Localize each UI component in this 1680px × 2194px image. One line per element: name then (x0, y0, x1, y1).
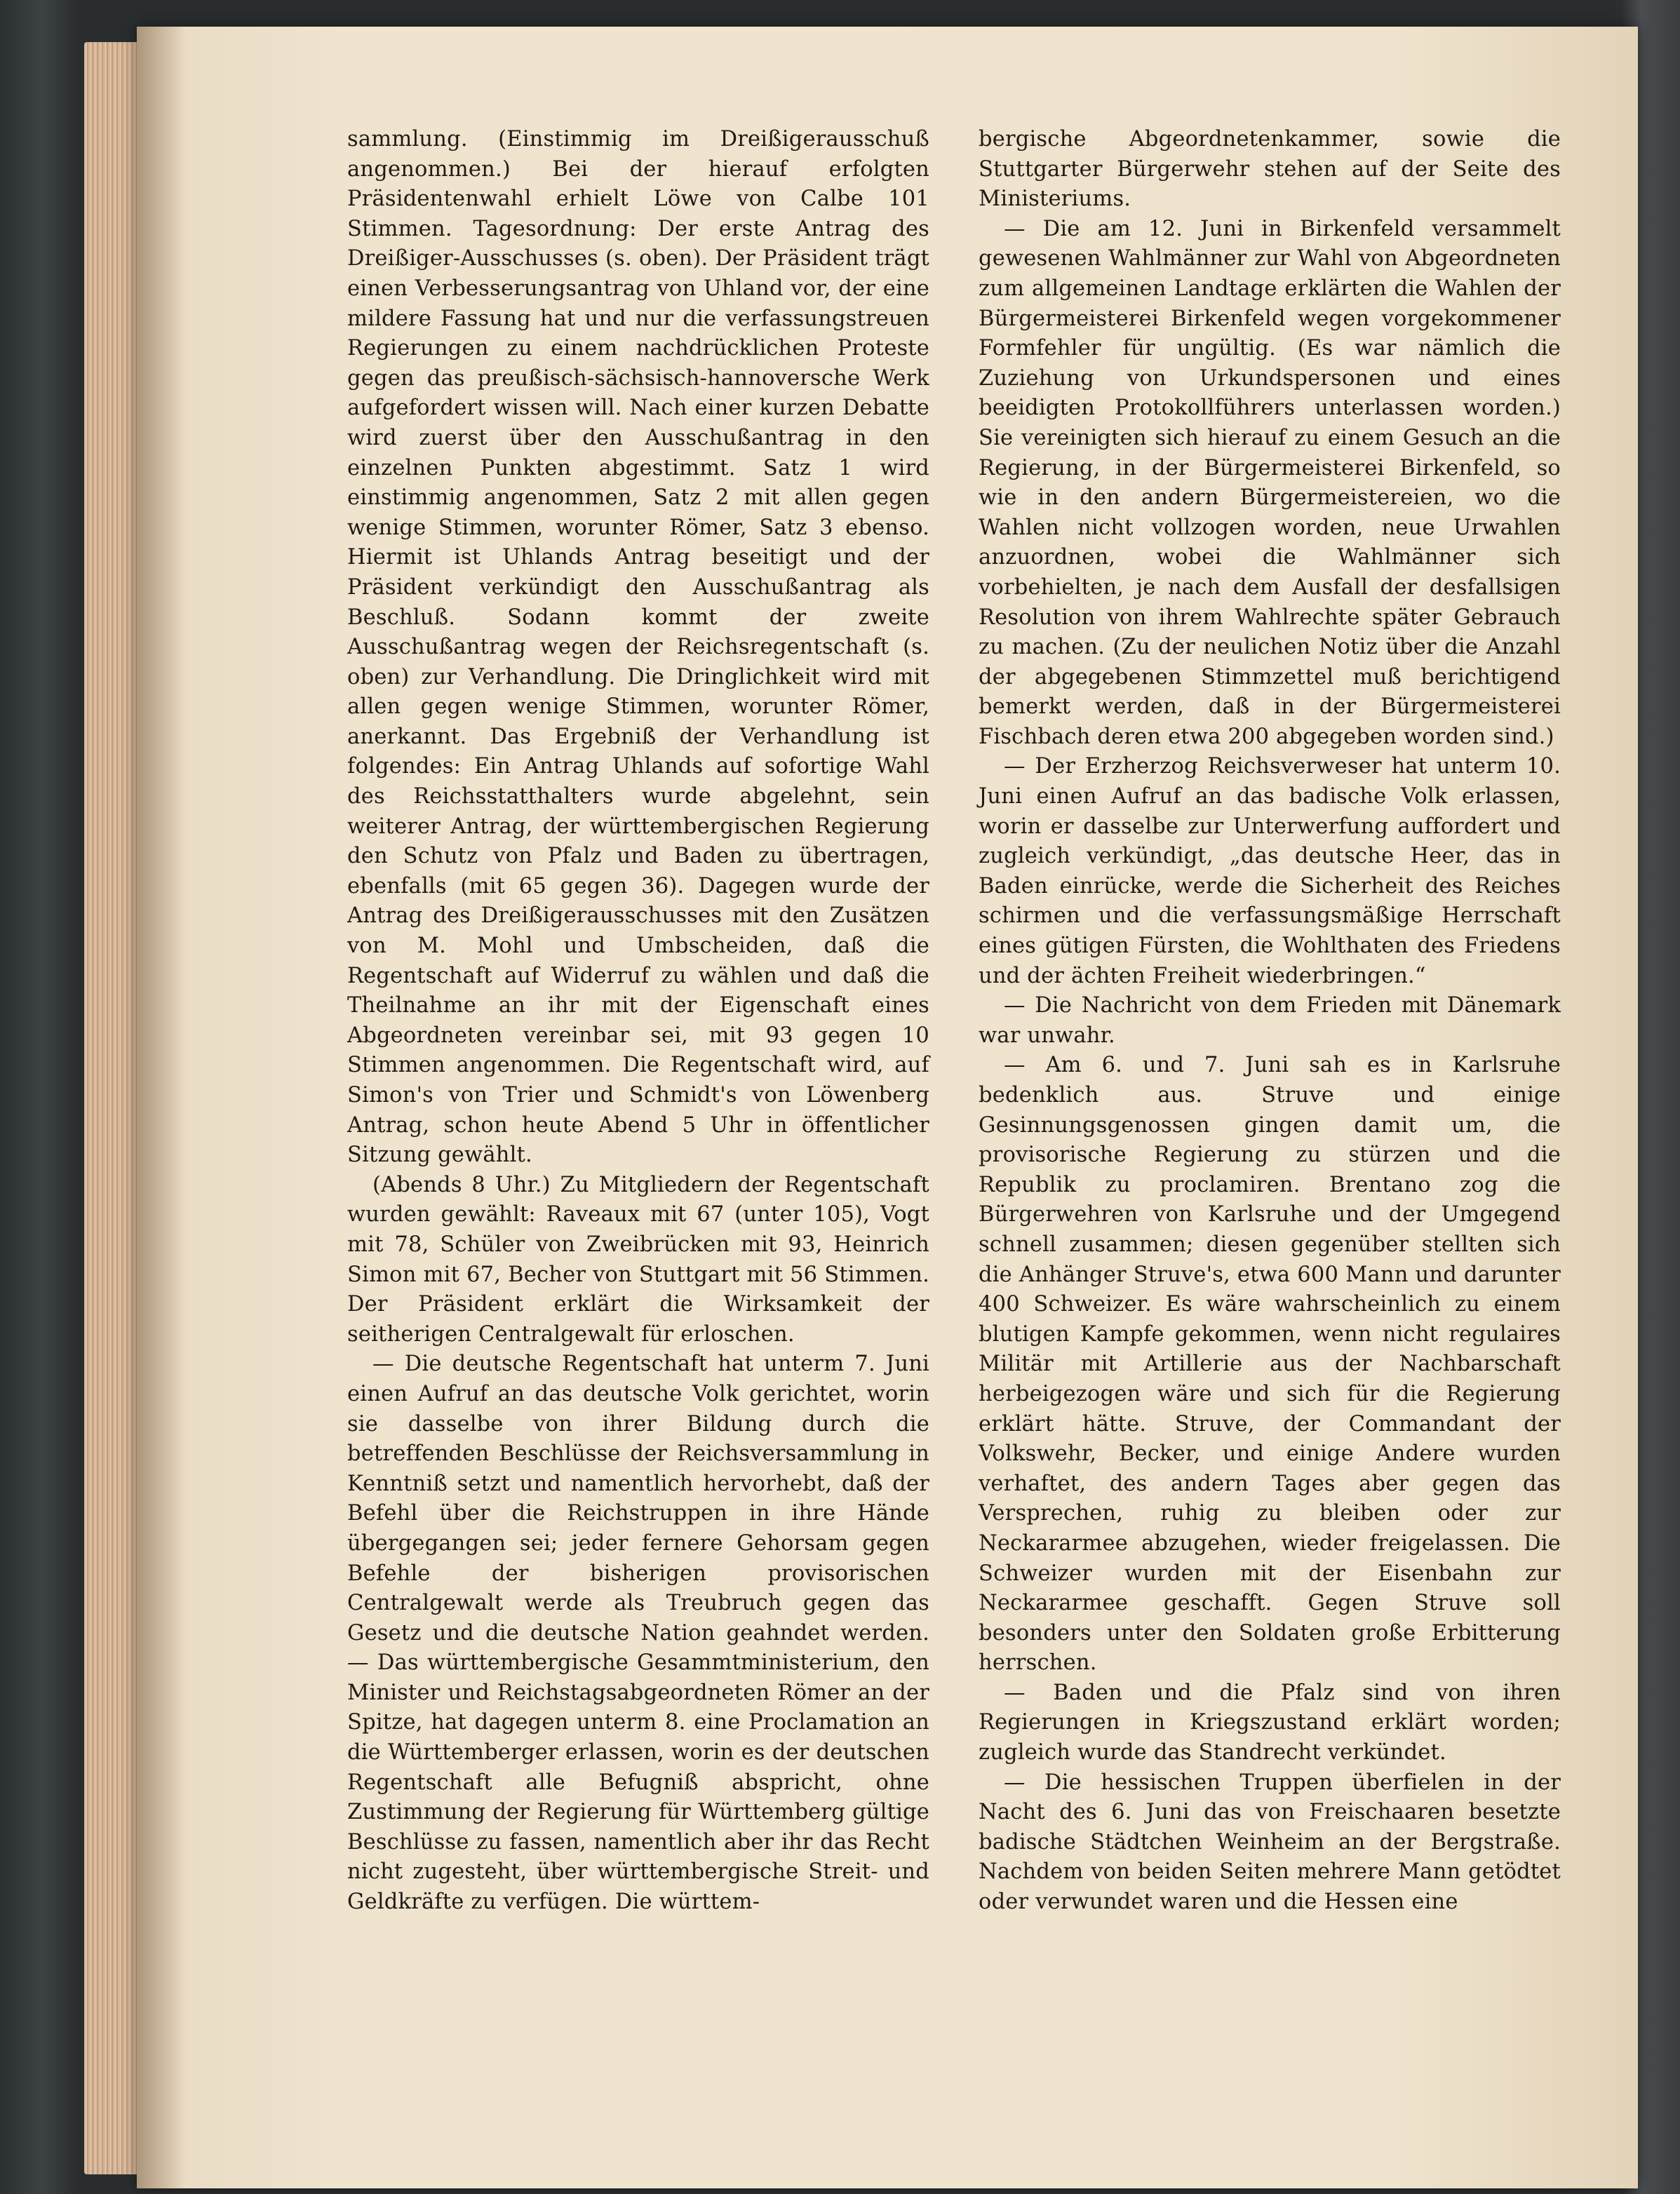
paragraph: — Die hessischen Truppen überfielen in der Nacht des 6. Juni das von Freischaaren besetzte badische Städtchen Weinheim an der Bergstraße. Nachdem von beiden Seiten mehrere Mann getödtet oder verwundet waren und die Hessen eine (979, 1770, 1561, 1915)
paragraph: (Abends 8 Uhr.) Zu Mitgliedern der Regentschaft wurden gewählt: Raveaux mit 67 (unter 105), Vogt mit 78, Schüler von Zweibrücken mit 93, Heinrich Simon mit 67, Becher von Stuttgart mit 56 Stimmen. Der Präsident erklärt die Wirksamkeit der seitherigen Centralgewalt für erloschen. (347, 1172, 929, 1347)
paragraph: — Der Erzherzog Reichsverweser hat unterm 10. Juni einen Aufruf an das badische Volk erlassen, worin er dasselbe zur Unterwerfung auffordert und zugleich verkündigt, „das deutsche Heer, das in Baden einrücke, werde die Sicherheit des Reiches schirmen und die verfassungsmäßige Herrschaft eines gütigen Fürsten, die Wohlthaten des Friedens und der ächten Freiheit wiederbringen.“ (979, 754, 1561, 988)
text-column-right (979, 125, 1561, 1918)
paragraph: — Am 6. und 7. Juni sah es in Karlsruhe bedenklich aus. Struve und einige Gesinnungsgenossen gingen damit um, die provisorische Regierung zu stürzen und die Republik zu proclamiren. Brentano zog die Bürgerwehren von Karlsruhe und der Umgegend schnell zusammen; diesen gegenüber stellten sich die Anhänger Struve's, etwa 600 Mann und darunter 400 Schweizer. Es wäre wahrscheinlich zu einem blutigen Kampfe gekommen, wenn nicht regulaires Militär mit Artillerie aus der Nachbarschaft herbeigezogen wäre und sich für die Regierung erklärt hätte. Struve, der Commandant der Volkswehr, Becker, und einige Andere wurden verhaftet, des andern Tages aber gegen das Versprechen, ruhig zu bleiben oder zur Neckararmee abzugehen, wieder freigelassen. Die Schweizer wurden mit der Eisenbahn zur Neckararmee geschafft. Gegen Struve soll besonders unter den Soldaten große Erbitterung herrschen. (979, 1053, 1561, 1676)
paragraph: — Die am 12. Juni in Birkenfeld versammelt gewesenen Wahlmänner zur Wahl von Abgeordneten zum allgemeinen Landtage erklärten die Wahlen der Bürgermeisterei Birkenfeld wegen vorgekommener Formfehler für ungültig. (Es war nämlich die Zuziehung von Urkundspersonen und eines beeidigten Protokollführers unterlassen worden.) Sie vereinigten sich hierauf zu einem Gesuch an die Regierung, in der Bürgermeisterei Birkenfeld, so wie in den andern Bürgermeistereien, wo die Wahlen nicht vollzogen worden, neue Urwahlen anzuordnen, wobei die Wahlmänner sich vorbehielten, je nach dem Ausfall der desfallsigen Resolution von ihrem Wahlrechte später Gebrauch zu machen. (Zu der neulichen Notiz über die Anzahl der abgegebenen Stimmzettel muß berichtigend bemerkt werden, daß in der Bürgermeisterei Fischbach deren etwa 200 abgegeben worden sind.) (979, 216, 1561, 749)
paragraph: — Die deutsche Regentschaft hat unterm 7. Juni einen Aufruf an das deutsche Volk gerichtet, worin sie dasselbe von ihrer Bildung durch die betreffenden Beschlüsse der Reichsversammlung in Kenntniß setzt und namentlich hervorhebt, daß der Befehl über die Reichstruppen in ihre Hände übergegangen sei; jeder fernere Gehorsam gegen Befehle der bisherigen provisorischen Centralgewalt werde als Treubruch gegen das Gesetz und die deutsche Nation geahndet werden. — Das württembergische Gesammtministerium, den Minister und Reichstagsabgeordneten Römer an der Spitze, hat dagegen unterm 8. eine Proclamation an die Württemberger erlassen, worin es der deutschen Regentschaft alle Befugniß abspricht, ohne Zustimmung der Regierung für Württemberg gültige Beschlüsse zu fassen, namentlich aber ihr das Recht nicht zugesteht, über württembergische Streit- und Geldkräfte zu verfügen. Die württem- (347, 1352, 929, 1915)
paragraph: bergische Abgeordnetenkammer, sowie die Stuttgarter Bürgerwehr stehen auf der Seite des Ministeriums. (979, 127, 1561, 212)
paragraph: sammlung. (Einstimmig im Dreißigerausschuß angenommen.) Bei der hierauf erfolgten Präsidentenwahl erhielt Löwe von Calbe 101 Stimmen. Tagesordnung: Der erste Antrag des Dreißiger-Ausschusses (s. oben). Der Präsident trägt einen Verbesserungsantrag von Uhland vor, der eine mildere Fassung hat und nur die verfassungstreuen Regierungen zu einem nachdrücklichen Proteste gegen das preußisch-sächsisch-hannoversche Werk aufgefordert wissen will. Nach einer kurzen Debatte wird zuerst über den Ausschußantrag in den einzelnen Punkten abgestimmt. Satz 1 wird einstimmig angenommen, Satz 2 mit allen gegen wenige Stimmen, worunter Römer, Satz 3 ebenso. Hiermit ist Uhlands Antrag beseitigt und der Präsident verkündigt den Ausschußantrag als Beschluß. Sodann kommt der zweite Ausschußantrag wegen der Reichsregentschaft (s. oben) zur Verhandlung. Die Dringlichkeit wird mit allen gegen wenige Stimmen, worunter Römer, anerkannt. Das Ergebniß der Verhandlung ist folgendes: Ein Antrag Uhlands auf sofortige Wahl des Reichsstatthalters wurde abgelehnt, sein weiterer Antrag, der württembergischen Regierung den Schutz von Pfalz und Baden zu übertragen, ebenfalls (mit 65 gegen 36). Dagegen wurde der Antrag des Dreißigerausschusses mit den Zusätzen von M. Mohl und Umbscheiden, daß die Regentschaft auf Widerruf zu wählen und daß die Theilnahme an ihr mit der Eigenschaft eines Abgeordneten vereinbar sei, mit 93 gegen 10 Stimmen angenommen. Die Regentschaft wird, auf Simon's von Trier und Schmidt's von Löwenberg Antrag, schon heute Abend 5 Uhr in öffentlicher Sitzung gewählt. (347, 127, 929, 1168)
gutter-shadow (137, 27, 186, 2188)
paragraph: — Die Nachricht von dem Frieden mit Dänemark war unwahr. (979, 993, 1561, 1048)
paragraph: — Baden und die Pfalz sind von ihren Regierungen in Kriegszustand erklärt worden; zugleich wurde das Standrecht verkündet. (979, 1680, 1561, 1765)
text-column-left (347, 125, 929, 1918)
